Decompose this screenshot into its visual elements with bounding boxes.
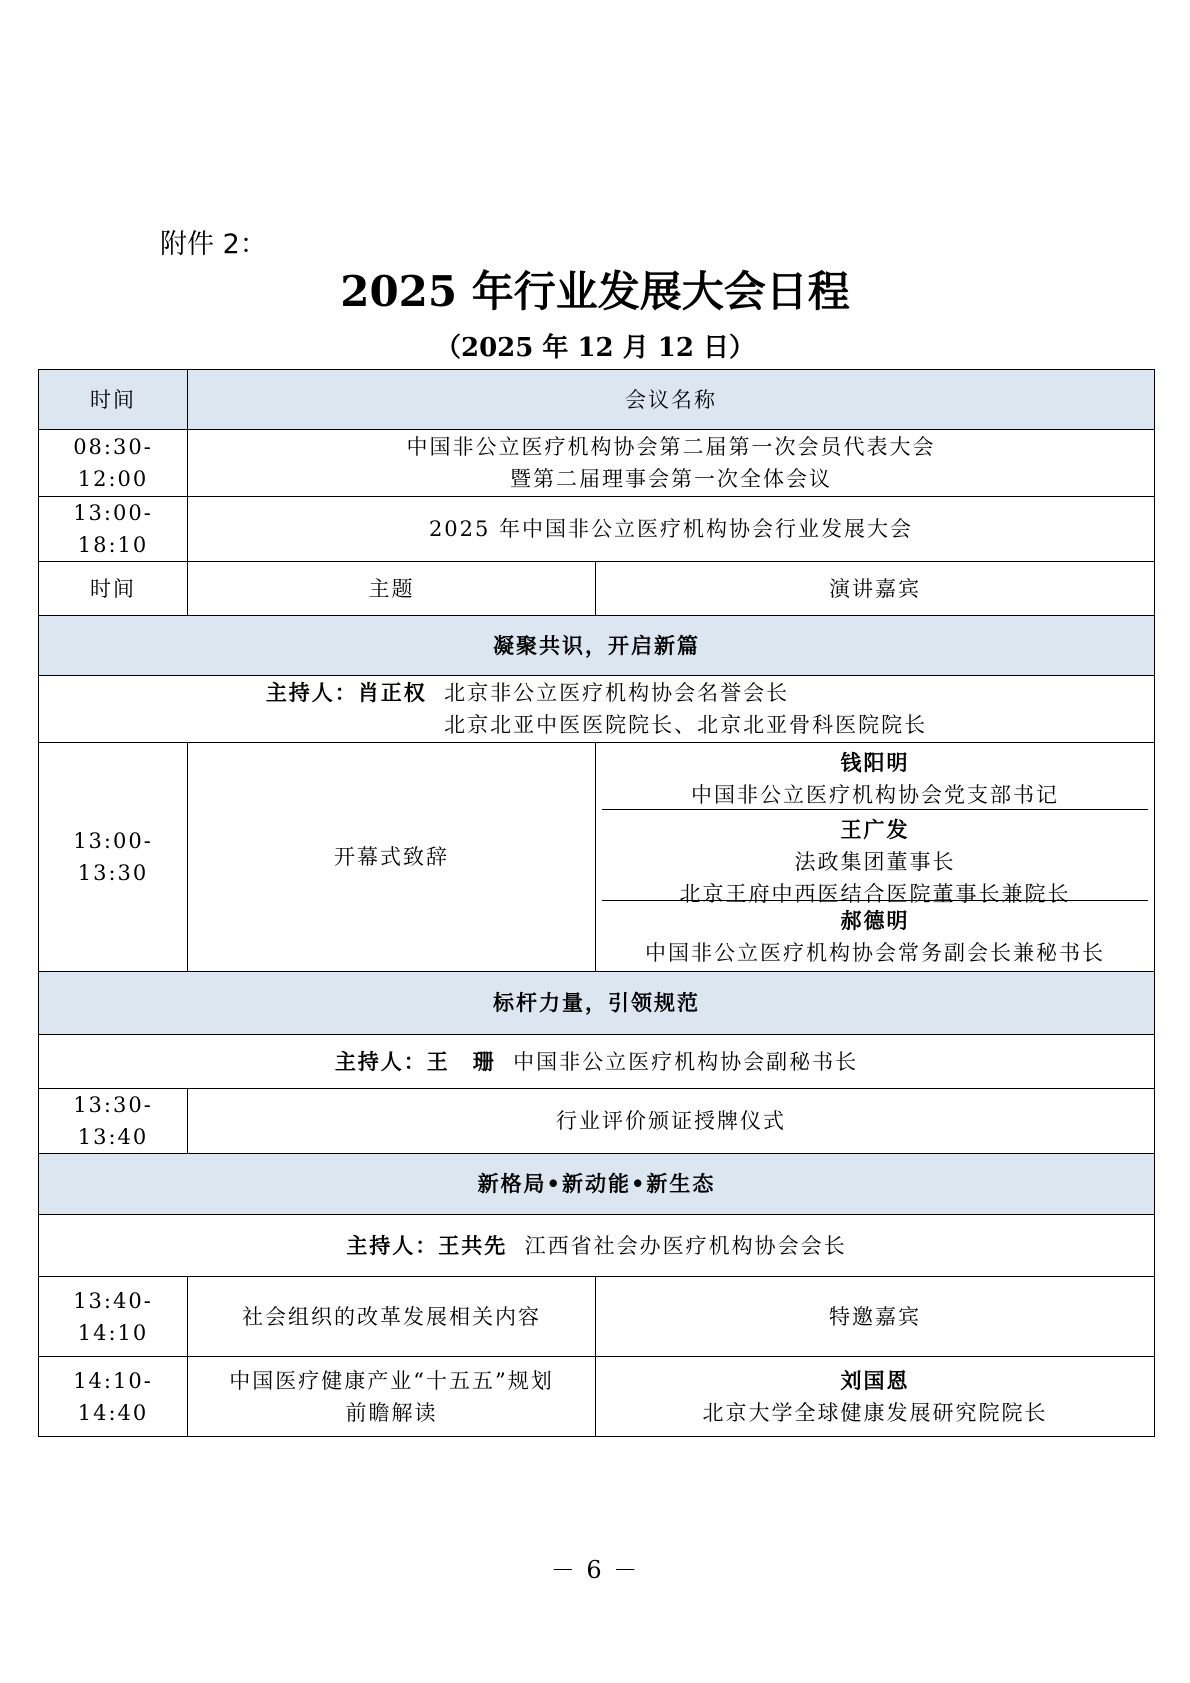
row-speaker xyxy=(596,1357,1155,1437)
row-topic: 开幕式致辞 xyxy=(188,743,596,972)
host-row xyxy=(39,676,1155,743)
row-topic xyxy=(188,1357,596,1437)
header-topic: 主题 xyxy=(188,562,596,616)
section-title: 凝聚共识，开启新篇 xyxy=(39,616,1155,676)
row-time: 13:00-18:10 xyxy=(39,497,188,562)
table-row xyxy=(39,430,1155,497)
host-cell xyxy=(39,1035,1155,1089)
speaker-name: 钱阳明 xyxy=(840,750,910,775)
section-title-row xyxy=(39,1154,1155,1215)
speaker-title: 中国非公立医疗机构协会常务副会长兼秘书长 xyxy=(645,941,1105,965)
row-topic: 社会组织的改革发展相关内容 xyxy=(188,1277,596,1357)
table-header-row xyxy=(39,370,1155,430)
header-time: 时间 xyxy=(39,562,188,616)
row-meeting xyxy=(188,430,1155,497)
host-title: 北京非公立医疗机构协会名誉会长 xyxy=(444,681,790,705)
host-label: 主持人：肖正权 xyxy=(265,680,427,705)
row-time: 13:30-13:40 xyxy=(39,1089,188,1154)
section-title: 新格局•新动能•新生态 xyxy=(39,1154,1155,1215)
speaker-title: 北京大学全球健康发展研究院院长 xyxy=(702,1400,1048,1425)
row-time: 14:10-14:40 xyxy=(39,1357,188,1437)
section-title: 标杆力量，引领规范 xyxy=(39,972,1155,1035)
table-row xyxy=(39,1277,1155,1357)
table-row xyxy=(39,743,1155,972)
speaker-title: 中国非公立医疗机构协会党支部书记 xyxy=(691,783,1059,807)
header-speaker: 演讲嘉宾 xyxy=(596,562,1155,616)
section-title-row xyxy=(39,972,1155,1035)
table-row xyxy=(39,497,1155,562)
speaker-name: 刘国恩 xyxy=(840,1367,910,1393)
speaker-entry xyxy=(602,743,1148,809)
meeting-line: 中国非公立医疗机构协会第二届第一次会员代表大会 xyxy=(406,435,936,459)
section-title-row xyxy=(39,616,1155,676)
host-cell xyxy=(39,1215,1155,1277)
host-row xyxy=(39,1215,1155,1277)
document-title: 2025 年行业发展大会日程 xyxy=(340,267,850,316)
attachment-label: 附件 2： xyxy=(160,229,267,260)
topic-line: 中国医疗健康产业“十五五”规划 xyxy=(229,1368,554,1393)
speaker-title: 法政集团董事长 xyxy=(794,850,956,874)
topic-line: 前瞻解读 xyxy=(345,1400,438,1425)
row-time: 08:30-12:00 xyxy=(39,430,188,497)
speaker-title: 北京王府中西医结合医院董事长兼院长 xyxy=(679,882,1071,906)
header-time: 时间 xyxy=(39,370,188,430)
row-time: 13:40-14:10 xyxy=(39,1277,188,1357)
speaker-entry xyxy=(602,809,1148,906)
table-row xyxy=(39,1357,1155,1437)
host-row xyxy=(39,1035,1155,1089)
schedule-table xyxy=(38,369,1155,1437)
row-topic: 行业评价颁证授牌仪式 xyxy=(188,1089,1155,1154)
page-number: － 6 － xyxy=(550,1556,640,1584)
host-title: 中国非公立医疗机构协会副秘书长 xyxy=(513,1049,859,1074)
host-title: 江西省社会办医疗机构协会会长 xyxy=(524,1233,847,1258)
host-label: 主持人：王共先 xyxy=(346,1232,508,1258)
host-label: 主持人：王 珊 xyxy=(334,1048,496,1074)
header-meeting-name: 会议名称 xyxy=(188,370,1155,430)
table-row xyxy=(39,1089,1155,1154)
row-time: 13:00-13:30 xyxy=(39,743,188,972)
host-title: 北京北亚中医医院院长、北京北亚骨科医院院长 xyxy=(444,713,928,737)
speaker-name: 郝德明 xyxy=(840,908,910,933)
speaker-name: 王广发 xyxy=(840,817,910,842)
agenda-header-row xyxy=(39,562,1155,616)
meeting-line: 暨第二届理事会第一次全体会议 xyxy=(510,467,832,491)
speaker-entry xyxy=(602,900,1148,971)
row-speaker: 特邀嘉宾 xyxy=(596,1277,1155,1357)
row-meeting: 2025 年中国非公立医疗机构协会行业发展大会 xyxy=(188,497,1155,562)
host-cell xyxy=(39,676,1155,743)
document-date: （2025 年 12 月 12 日） xyxy=(435,333,755,363)
speaker-cell xyxy=(596,743,1155,972)
